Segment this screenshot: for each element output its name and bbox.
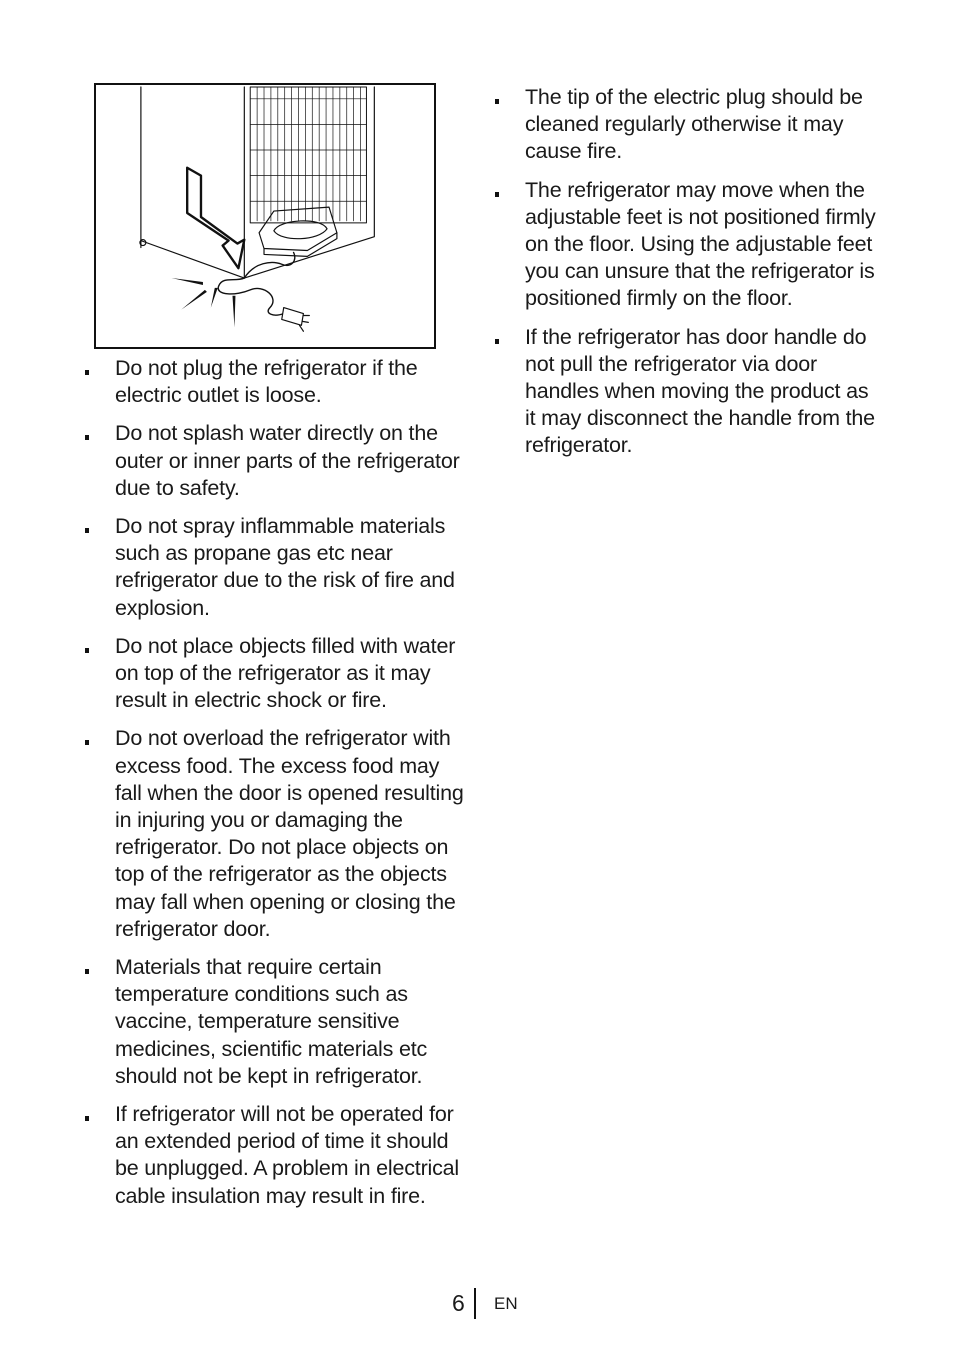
electric-plug	[282, 308, 304, 326]
condenser-coil	[250, 87, 366, 223]
list-item-text: Do not spray inflammable materials such as propane gas etc near refrigerator due to the risk of fire and explosion.	[115, 514, 455, 620]
illustration-drawing	[96, 85, 434, 347]
list-item-text: Do not plug the refrigerator if the electric outlet is loose.	[115, 356, 418, 408]
list-item	[84, 513, 464, 622]
list-item-text: If the refrigerator has door handle do not pull the refrigerator via door handles when moving the product as it may disconnect the handle from the refrigerator.	[525, 324, 875, 458]
list-item-text: Do not splash water directly on the outer or inner parts of the refrigerator due to safety.	[115, 421, 460, 500]
page-number: 6	[452, 1290, 465, 1316]
bullet-icon	[85, 370, 89, 375]
bullet-icon	[85, 740, 89, 745]
fridge-body-outline	[141, 87, 374, 278]
bullet-icon	[85, 1116, 89, 1121]
lightning-bolt-icon	[187, 168, 244, 268]
refrigerator-plug-warning-illustration	[94, 83, 436, 349]
list-item-text: If refrigerator will not be operated for an extended period of time it should be unplugged. A problem in electrical cable insulation may result in fire.	[115, 1102, 460, 1208]
page-footer	[0, 1288, 954, 1320]
list-item	[494, 84, 884, 166]
list-item	[84, 1101, 464, 1210]
bullet-icon	[85, 435, 89, 440]
list-item-text: The tip of the electric plug should be cleaned regularly otherwise it may cause fire.	[525, 85, 863, 164]
bullet-icon	[85, 528, 89, 533]
list-item	[84, 725, 464, 943]
right-safety-list	[494, 84, 884, 471]
danger-rays	[171, 278, 235, 327]
list-item-text: The refrigerator may move when the adjustable feet is not positioned firmly on the floor. Using the adjustable feet you can unsure that the refrigerator is positioned firmly on the floor.	[525, 177, 876, 311]
language-code: EN	[494, 1294, 518, 1313]
list-item	[84, 420, 464, 502]
bullet-icon	[495, 339, 499, 344]
list-item-text: Materials that require certain temperature conditions such as vaccine, temperature sensitive medicines, scientific materials etc should not be kept in refrigerator.	[115, 955, 428, 1088]
list-item-text: Do not place objects filled with water on top of the refrigerator as it may result in electric shock or fire.	[115, 633, 456, 713]
list-item	[494, 324, 884, 460]
bullet-icon	[85, 969, 89, 974]
bullet-icon	[495, 99, 499, 104]
list-item	[84, 355, 464, 409]
bullet-icon	[495, 192, 499, 197]
bullet-icon	[85, 648, 89, 653]
list-item	[494, 177, 884, 313]
left-safety-list	[84, 355, 464, 1221]
list-item-text: Do not overload the refrigerator with excess food. The excess food may fall when the door is opened resulting in injuring you or damaging the refrigerator. Do not place objects on top of the refrigerator as the objects may fall when opening or closing the refrigerator door.	[115, 726, 464, 941]
footer-divider	[474, 1288, 476, 1319]
power-cable	[218, 278, 283, 315]
list-item	[84, 954, 464, 1090]
list-item	[84, 633, 464, 715]
